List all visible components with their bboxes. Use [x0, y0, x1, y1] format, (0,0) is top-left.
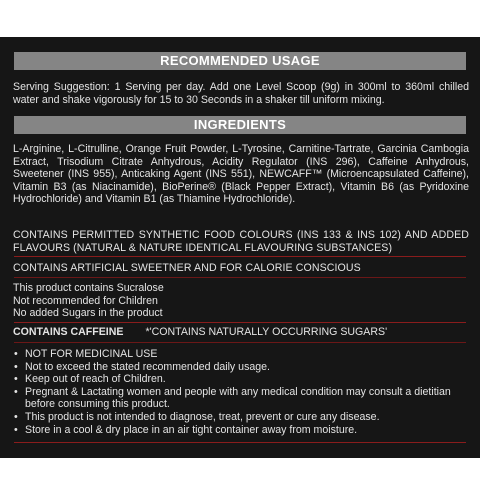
caffeine-label: CONTAINS CAFFEINE — [13, 326, 124, 338]
bullet-icon: • — [14, 360, 18, 373]
sugar-note-line: No added Sugars in the product — [13, 307, 163, 320]
sweetener-note: CONTAINS ARTIFICIAL SWEETNER AND FOR CALORIE CONSCIOUS — [13, 262, 361, 274]
warning-item: • NOT FOR MEDICINAL USE — [14, 348, 158, 360]
divider-3 — [14, 322, 466, 323]
sugar-note-line: This product contains Sucralose — [13, 282, 164, 294]
warning-item: • Not to exceed the stated recommended daily usage. — [14, 360, 270, 373]
bullet-icon: • — [14, 410, 18, 423]
bullet-icon: • — [14, 423, 18, 436]
divider-1 — [14, 256, 466, 257]
warnings-list — [13, 348, 469, 436]
bullet-icon: • — [14, 385, 18, 398]
warning-item: • Store in a cool & dry place in an air tight container away from moisture. — [14, 423, 358, 436]
warning-item: • Pregnant & Lactating women and people with any medical condition may consult a dietitian before consuming this product. — [14, 385, 451, 411]
bullet-icon: • — [14, 373, 18, 386]
divider-4 — [14, 342, 466, 343]
sugar-notes — [13, 282, 469, 320]
usage-header: RECOMMENDED USAGE — [14, 52, 466, 70]
label-panel — [0, 37, 480, 458]
bullet-icon: • — [14, 348, 18, 360]
colours-note: CONTAINS PERMITTED SYNTHETIC FOOD COLOURS (INS 133 & INS 102) AND ADDED FLAVOURS (NATURAL & NATURE IDENTICAL FLAVOURING SUBSTANCES) — [13, 229, 469, 254]
ingredients-header: INGREDIENTS — [14, 116, 466, 134]
caffeine-row — [13, 326, 469, 339]
sugar-note-line: Not recommended for Children — [13, 294, 158, 307]
warning-item: • This product is not intended to diagnose, treat, prevent or cure any disease. — [14, 410, 380, 423]
sugars-note: *'CONTAINS NATURALLY OCCURRING SUGARS' — [145, 326, 388, 338]
ingredients-text: L-Arginine, L-Citrulline, Orange Fruit Powder, L-Tyrosine, Carnitine-Tartrate, Garcinia Cambogia Extract, Trisodium Citrate Anhydrous, Acidity Regulator (INS 296), Caffeine Anhydrous, Sweetener (INS 955), Anticaking Agent (INS 551), NEWCAFF™ (Microencapsulated Caffeine), Vitamin B3 (as Niacinamide), BioPerine® (Black Pepper Extract), Vitamin B6 (as Pyridoxine Hydrochloride) and Vitamin B1 (as Thiamine Hydrochloride). — [13, 143, 469, 206]
divider-2 — [14, 277, 466, 278]
warning-item: • Keep out of reach of Children. — [14, 373, 166, 386]
usage-text: Serving Suggestion: 1 Serving per day. Add one Level Scoop (9g) in 300ml to 360ml chilled water and shake vigorously for 15 to 30 Seconds in a shaker till uniform mixing. — [13, 81, 469, 106]
divider-5 — [14, 442, 466, 443]
